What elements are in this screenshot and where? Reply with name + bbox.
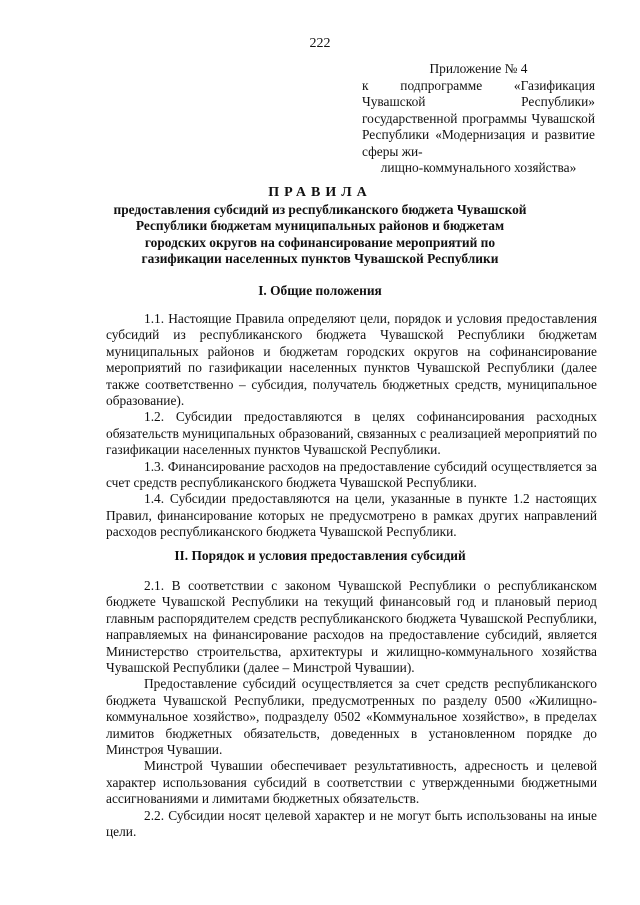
section-heading-general: I. Общие положения <box>258 283 382 298</box>
section-heading-procedure: II. Порядок и условия предоставления субсидий <box>174 548 466 563</box>
appendix-heading: Приложение № 4 <box>429 61 528 76</box>
paragraph: 1.4. Субсидии предоставляются на цели, указанные в пункте 1.2 настоящих Правил, финансирование которых не предусмотрено в рамках других направлений расходов республиканского бюджета Чувашской Республики. <box>106 491 597 540</box>
document-title: ПРАВИЛА <box>268 185 372 200</box>
document-subtitle: предоставления субсидий из республиканского бюджета Чувашской Республики бюджетам муниципальных районов и бюджетам городских округов на софинансирование мероприятий по газификации населенных пунктов Чувашской Республики <box>113 202 527 266</box>
paragraph: 1.3. Финансирование расходов на предоставление субсидий осуществляется за счет средств республиканского бюджета Чувашской Республики. <box>106 458 597 491</box>
appendix-note <box>362 61 595 177</box>
paragraph: Минстрой Чувашии обеспечивает результативность, адресность и целевой характер использования субсидий в соответствии с утвержденными бюджетными ассигнованиями и лимитами бюджетных обязательств. <box>106 758 597 807</box>
paragraph: 1.1. Настоящие Правила определяют цели, порядок и условия предоставления субсидий из республиканского бюджета Чувашской Республики бюджетам муниципальных районов и бюджетам городских округов на софинансирование мероприятий по газификации населенных пунктов Чувашской Республики (далее также соответственно – субсидия, получатель бюджетных средств, муниципальное образование). <box>106 311 597 409</box>
appendix-last-line: лищно-коммунального хозяйства» <box>380 160 577 175</box>
paragraph: 2.2. Субсидии носят целевой характер и не могут быть использованы на иные цели. <box>106 807 597 840</box>
paragraph: Предоставление субсидий осуществляется за счет средств республиканского бюджета Чувашской Республики, предусмотренных по разделу 0500 «Жилищно-коммунальное хозяйство», подразделу 0502 «Коммунальное хозяйство», в пределах лимитов бюджетных обязательств, доведенных в установленном порядке до Минстроя Чувашии. <box>106 676 597 758</box>
paragraph: 1.2. Субсидии предоставляются в целях софинансирования расходных обязательств муниципальных образований, связанных с реализацией мероприятий по газификации населенных пунктов Чувашской Республики. <box>106 409 597 458</box>
section-body-procedure <box>106 578 597 841</box>
appendix-body: к подпрограмме «Газификация Чувашской Республики» государственной программы Чувашской Республики «Модернизация и развитие сферы жи- <box>362 77 595 159</box>
section-body-general <box>106 311 597 541</box>
page-number: 222 <box>309 36 331 51</box>
paragraph: 2.1. В соответствии с законом Чувашской Республики о республиканском бюджете Чувашской Республики на текущий финансовый год и плановый период главным распорядителем средств республиканского бюджета Чувашской Республики, направляемых на финансирование расходов на предоставление субсидий, является Министерство строительства, архитектуры и жилищно-коммунального хозяйства Чувашской Республики (далее – Минстрой Чувашии). <box>106 578 597 676</box>
